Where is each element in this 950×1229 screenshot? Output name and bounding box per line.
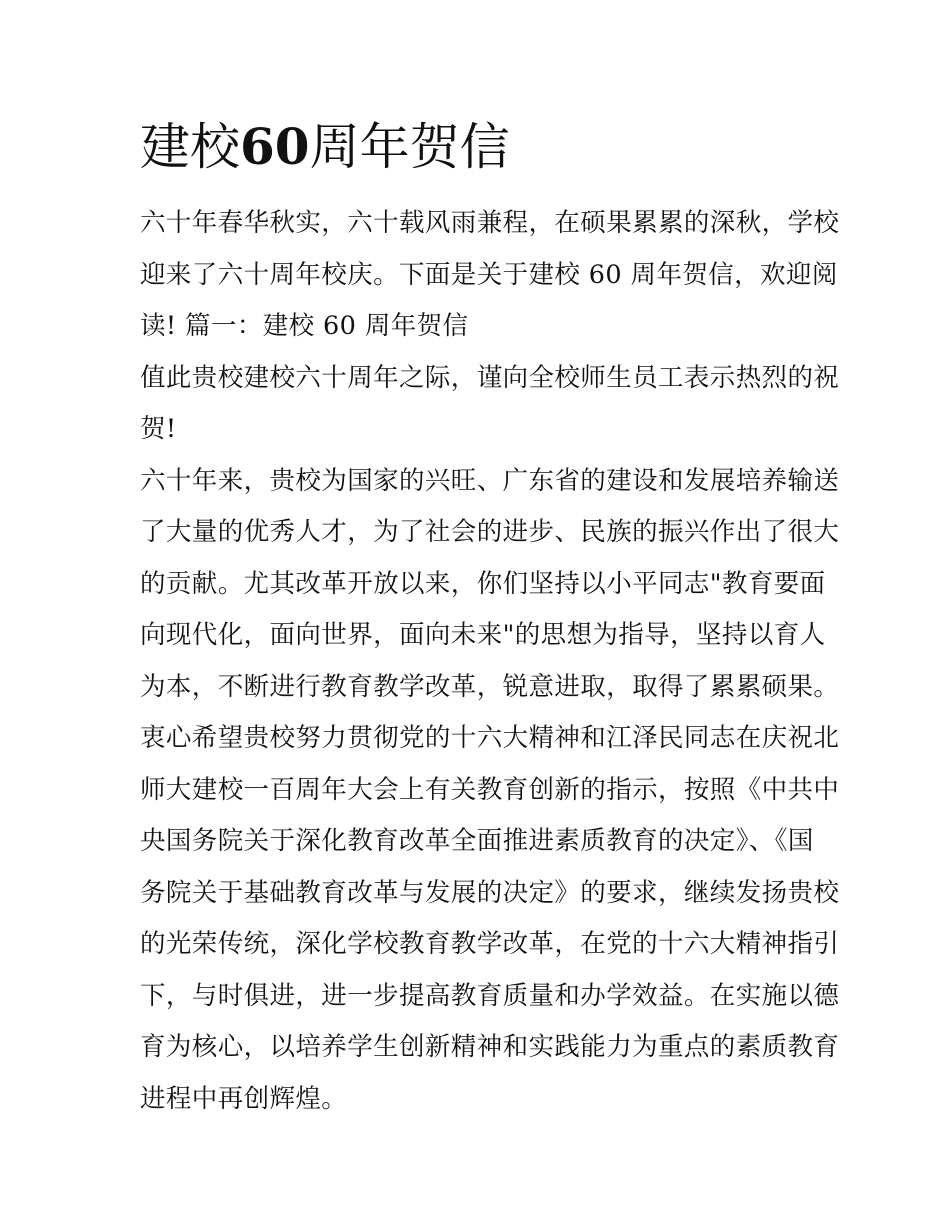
text-line: 进程中再创辉煌。 [140,1083,348,1114]
document-body [140,198,840,1125]
text-line: 迎来了六十周年校庆。下面是关于建校 60 周年贺信，欢迎阅 [140,259,838,290]
text-line: 六十年来，贵校为国家的兴旺、广东省的建设和发展培养输送 [140,465,840,496]
title-number: 60 [240,117,310,176]
text-line: 衷心希望贵校努力贯彻党的十六大精神和江泽民同志在庆祝北 [140,723,840,753]
document-title [140,112,510,182]
text-line: 了大量的优秀人才，为了社会的进步、民族的振兴作出了很大 [140,517,840,547]
title-prefix: 建校 [140,118,240,176]
title-suffix: 周年贺信 [309,118,510,176]
text-line: 师大建校一百周年大会上有关教育创新的指示，按照《中共中 [140,774,840,805]
text-line: 务院关于基础教育改革与发展的决定》的要求，继续发扬贵校 [140,877,840,908]
paragraph-intro [140,198,840,353]
text-line: 央国务院关于深化教育改革全面推进素质教育的决定》、《国 [140,826,814,856]
text-line: 六十年春华秋实，六十载风雨兼程，在硕果累累的深秋，学校 [140,208,840,238]
text-line: 育为核心，以培养学生创新精神和实践能力为重点的素质教育 [140,1032,840,1062]
text-line: 值此贵校建校六十周年之际，谨向全校师生员工表示热烈的祝 [140,362,840,393]
text-line: 的光荣传统，深化学校教育教学改革，在党的十六大精神指引 [140,929,840,959]
paragraph-hopes [140,713,840,1125]
text-line: 下，与时俱进，进一步提高教育质量和办学效益。在实施以德 [140,980,840,1011]
text-line: 为本，不断进行教育教学改革，锐意进取，取得了累累硕果。 [140,671,840,702]
text-line: 读! 篇一：建校 60 周年贺信 [140,311,469,341]
paragraph-congratulation [140,353,840,456]
text-line: 的贡献。尤其改革开放以来，你们坚持以小平同志"教育要面 [140,568,826,599]
text-line: 向现代化，面向世界，面向未来"的思想为指导，坚持以育人 [140,620,826,650]
paragraph-achievements [140,456,840,714]
text-line: 贺! [140,414,177,444]
